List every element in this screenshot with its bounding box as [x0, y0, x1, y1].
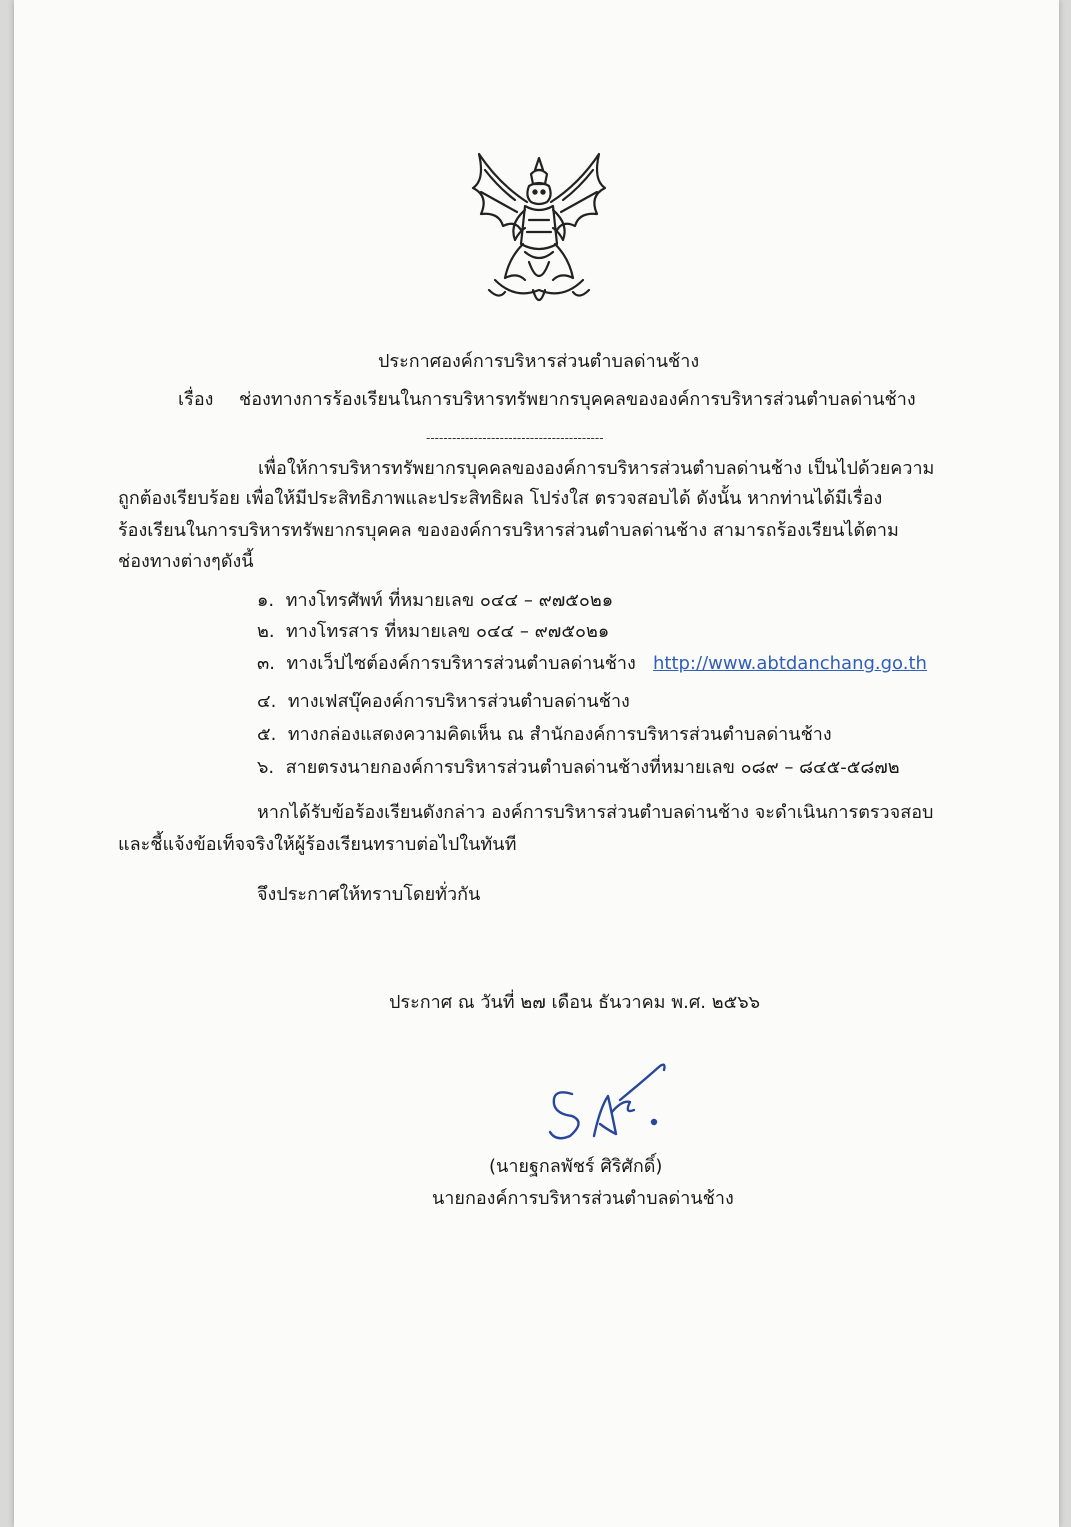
signer-name: (นายฐกลพัชร์ ศิริศักดิ์) — [489, 1156, 663, 1177]
channel-item — [257, 652, 927, 676]
channel-text: สายตรงนายกองค์การบริหารส่วนตำบลด่านช้างที่หมายเลข ๐๘๙ – ๘๔๕-๕๘๗๒ — [285, 757, 900, 778]
signer-position: นายกองค์การบริหารส่วนตำบลด่านช้าง — [432, 1188, 734, 1209]
channel-item — [257, 690, 630, 714]
document-page — [14, 0, 1059, 1527]
closing-line: และชี้แจ้งข้อเท็จจริงให้ผู้ร้องเรียนทราบต่อไปในทันที — [118, 834, 517, 855]
channel-item — [257, 756, 900, 780]
website-link[interactable]: http://www.abtdanchang.go.th — [652, 653, 927, 674]
garuda-emblem-icon — [459, 140, 619, 320]
channel-number: ๒. — [257, 621, 275, 642]
intro-line: ช่องทางต่างๆดังนี้ — [118, 551, 254, 572]
channel-number: ๓. — [257, 653, 276, 674]
channel-number: ๔. — [257, 691, 277, 712]
channel-number: ๑. — [257, 590, 275, 611]
closing-line: หากได้รับข้อร้องเรียนดังกล่าว องค์การบริหารส่วนตำบลด่านช้าง จะดำเนินการตรวจสอบ — [257, 802, 934, 823]
channel-text: ทางกล่องแสดงความคิดเห็น ณ สำนักองค์การบริหารส่วนตำบลด่านช้าง — [287, 724, 832, 745]
announce-line: จึงประกาศให้ทราบโดยทั่วกัน — [257, 884, 481, 905]
subject-label: เรื่อง — [178, 389, 214, 410]
channel-item — [257, 723, 832, 747]
announcement-title: ประกาศองค์การบริหารส่วนตำบลด่านช้าง — [378, 351, 700, 372]
intro-line: ถูกต้องเรียบร้อย เพื่อให้มีประสิทธิภาพและประสิทธิผล โปร่งใส ตรวจสอบได้ ดังนั้น หากท่านได้มีเรื่อง — [118, 488, 883, 509]
channel-text: ทางเฟสบุ๊คองค์การบริหารส่วนตำบลด่านช้าง — [287, 691, 630, 712]
channel-item — [257, 589, 613, 613]
date-line: ประกาศ ณ วันที่ ๒๗ เดือน ธันวาคม พ.ศ. ๒๕๖๖ — [389, 992, 761, 1013]
intro-line: เพื่อให้การบริหารทรัพยากรบุคคลขององค์การบริหารส่วนตำบลด่านช้าง เป็นไปด้วยความ — [258, 458, 935, 479]
channel-item — [257, 620, 609, 644]
title-divider: ----------------------------------------- — [426, 431, 604, 445]
intro-line: ร้องเรียนในการบริหารทรัพยากรบุคคล ขององค์การบริหารส่วนตำบลด่านช้าง สามารถร้องเรียนได้ตาม — [118, 520, 899, 541]
channel-text: ทางโทรสาร ที่หมายเลข ๐๔๔ – ๙๗๕๐๒๑ — [286, 621, 610, 642]
channel-text: ทางเว็ปไซต์องค์การบริหารส่วนตำบลด่านช้าง — [286, 653, 636, 674]
channel-text: ทางโทรศัพท์ ที่หมายเลข ๐๔๔ – ๙๗๕๐๒๑ — [285, 590, 614, 611]
channel-number: ๖. — [257, 757, 275, 778]
channel-number: ๕. — [257, 724, 277, 745]
handwritten-signature — [542, 1052, 692, 1147]
subject-text: ช่องทางการร้องเรียนในการบริหารทรัพยากรบุคคลขององค์การบริหารส่วนตำบลด่านช้าง — [239, 389, 916, 410]
